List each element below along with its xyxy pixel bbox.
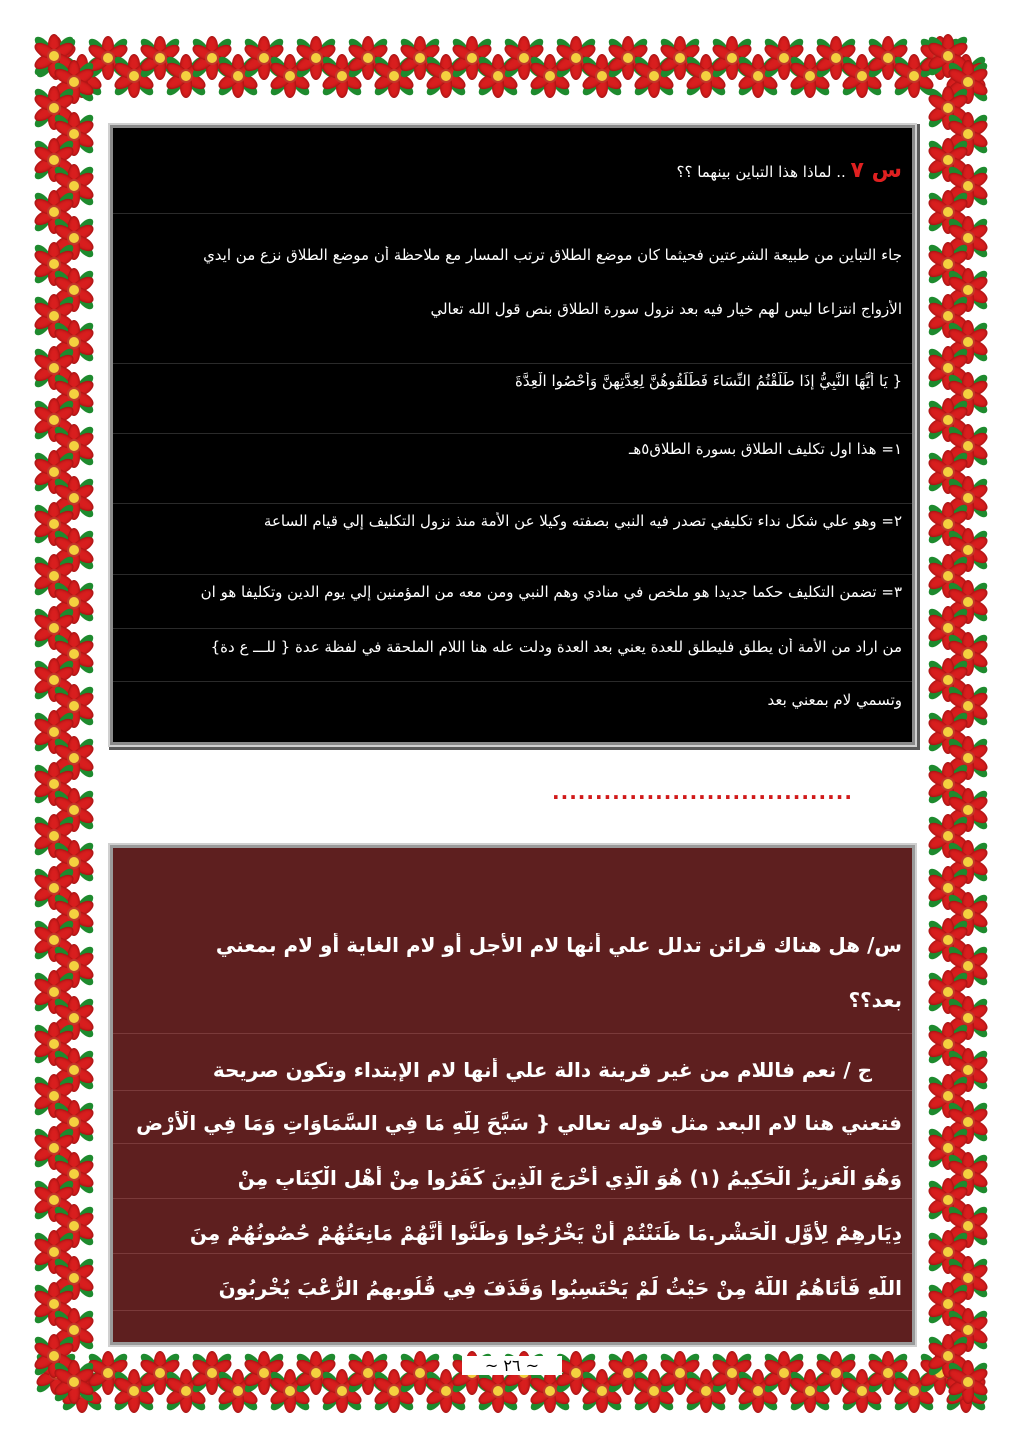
answer-line-2: فتعني هنا لام البعد مثل قوله تعالي { سَبَّحَ لِلَّهِ مَا فِي السَّمَاوَاتِ وَمَا فِي الْأَرْضِ bbox=[136, 1111, 902, 1135]
poinsettia-border-top bbox=[30, 30, 994, 100]
point-2: ٢= وهو علي شكل نداء تكليفي تصدر فيه النبي بصفته وكيلا عن الأمة منذ نزول التكليف إلي قيام الساعة bbox=[263, 512, 902, 530]
row-divider bbox=[113, 628, 912, 629]
row-divider bbox=[113, 363, 912, 364]
question-answer-panel bbox=[110, 845, 915, 1345]
question-line-1: س/ هل هناك قرائن تدلل علي أنها لام الأجل أو لام الغاية أو لام بمعني bbox=[215, 933, 902, 957]
answer-line-2: الأزواج انتزاعا ليس لهم خيار فيه بعد نزول سورة الطلاق بنص قول الله تعالي bbox=[430, 300, 902, 318]
answer-line-3: وَهُوَ الْعَزِيزُ الْحَكِيمُ (١) هُوَ الَّذِي أَخْرَجَ الَّذِينَ كَفَرُوا مِنْ أَهْلِ الْكِتَابِ مِنْ bbox=[237, 1166, 902, 1190]
page-number: ~ ٢٦ ~ bbox=[462, 1356, 562, 1375]
question-line-2: بعد؟؟ bbox=[848, 988, 902, 1012]
row-divider bbox=[113, 574, 912, 575]
question-label: س ٧ bbox=[850, 158, 902, 183]
question-7-panel bbox=[110, 125, 915, 745]
poinsettia-icon bbox=[52, 1360, 96, 1404]
answer-line-1: جاء التباين من طبيعة الشرعتين فحيثما كان موضع الطلاق ترتب المسار مع ملاحظة أن موضع الطلاق نزع من ايدي bbox=[203, 246, 902, 264]
answer-line-4: دِيَارِهِمْ لِأَوَّلِ الْحَشْرِ.مَا ظَنَنْتُمْ أَنْ يَخْرُجُوا وَظَنُّوا أَنَّهُمْ مَانِعَتُهُمْ حُصُونُهُمْ مِنَ bbox=[189, 1221, 902, 1245]
poinsettia-border-left bbox=[30, 30, 100, 1420]
row-divider bbox=[113, 433, 912, 434]
row-divider bbox=[113, 681, 912, 682]
point-3-continued: من اراد من الأمة أن يطلق فليطلق للعدة يعني بعد العدة ودلت عله هنا اللام الملحقة في لفظة عدة { للـــ ع دة} bbox=[210, 638, 902, 656]
answer-line-5: اللَّهِ فَأَتَاهُمُ اللَّهُ مِنْ حَيْثُ لَمْ يَحْتَسِبُوا وَقَذَفَ فِي قُلُوبِهِمُ الرُّعْبَ يُخْرِبُونَ bbox=[218, 1276, 902, 1300]
row-divider bbox=[113, 213, 912, 214]
question-heading bbox=[113, 158, 912, 183]
row-divider bbox=[113, 1033, 912, 1034]
point-3-ending: وتسمي لام بمعني بعد bbox=[767, 691, 902, 709]
dotted-separator: ................................... bbox=[552, 780, 853, 804]
row-divider bbox=[113, 1310, 912, 1311]
row-divider bbox=[113, 1198, 912, 1199]
answer-line-1: ج / نعم فاللام من غير قرينة دالة علي أنها لام الإبتداء وتكون صريحة bbox=[212, 1058, 872, 1082]
point-3: ٣= تضمن التكليف حكما جديدا هو ملخص في منادي وهم النبي ومن معه من المؤمنين إلي يوم الدين وتكليفا هو ان bbox=[200, 583, 902, 601]
poinsettia-icon bbox=[946, 1360, 990, 1404]
row-divider bbox=[113, 1253, 912, 1254]
question-text: .. لماذا هذا التباين بينهما ؟؟ bbox=[676, 163, 846, 181]
row-divider bbox=[113, 503, 912, 504]
verse-line: { يَا أَيُّهَا النَّبِيُّ إِذَا طَلَّقْتُمُ النِّسَاءَ فَطَلِّقُوهُنَّ لِعِدَّتِهِنَّ وَأَحْصُوا الْعِدَّةَ bbox=[515, 372, 902, 390]
row-divider bbox=[113, 1090, 912, 1091]
point-1: ١= هذا اول تكليف الطلاق بسورة الطلاق٥هـ bbox=[628, 440, 902, 458]
row-divider bbox=[113, 1143, 912, 1144]
poinsettia-border-right bbox=[924, 30, 994, 1420]
